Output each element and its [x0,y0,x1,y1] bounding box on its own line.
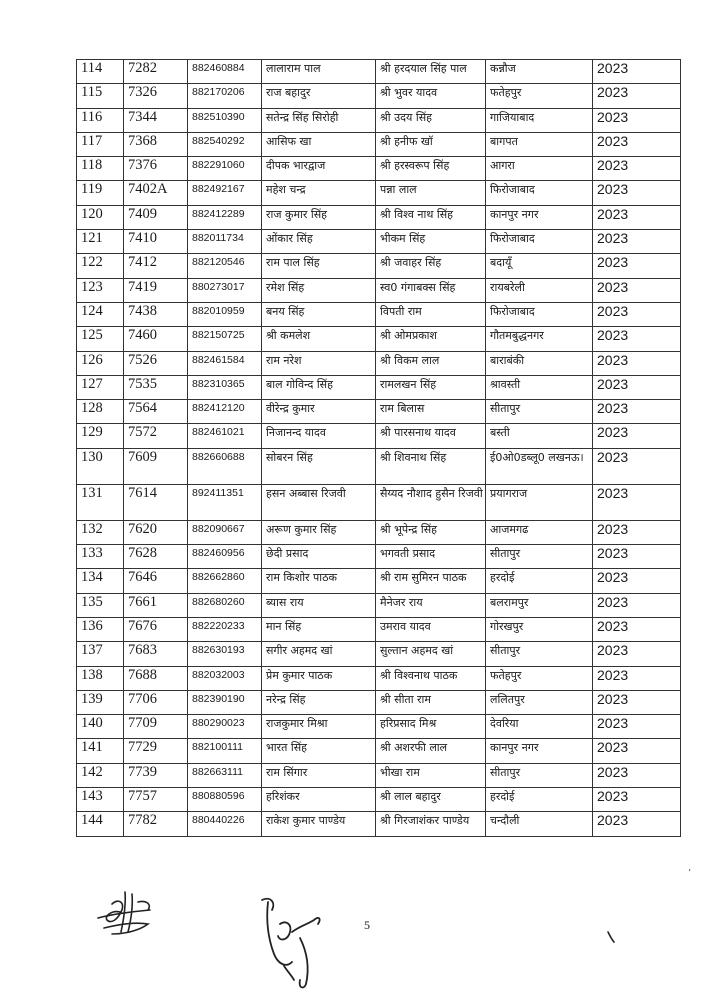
serial-number-cell: 140 [77,715,124,739]
employee-name-cell: राज कुमार सिंह [262,205,376,229]
employee-name-cell: बाल गोविन्द सिंह [262,375,376,399]
employee-name-cell: नरेन्द्र सिंह [262,690,376,714]
father-name-cell: श्री हरदयाल सिंह पाल [376,60,486,84]
district-cell: गोरखपुर [486,617,593,641]
table-row [77,520,681,544]
district-cell: फिरोजाबाद [486,302,593,326]
district-cell: बाराबंकी [486,351,593,375]
serial-number-cell: 116 [77,108,124,132]
serial-number-cell: 142 [77,763,124,787]
father-name-cell: सुल्तान अहमद खां [376,642,486,666]
year-cell: 2023 [593,400,681,424]
father-name-cell: श्री विकम लाल [376,351,486,375]
father-name-cell: श्री शिवनाथ सिंह [376,448,486,484]
table-row [77,254,681,278]
pno-number-cell: 882291060 [188,157,262,181]
district-cell: सीतापुर [486,642,593,666]
district-cell: फिरोजाबाद [486,230,593,254]
record-number-cell: 7757 [124,788,188,812]
year-cell: 2023 [593,666,681,690]
father-name-cell: भीकम सिंह [376,230,486,254]
father-name-cell: हरिप्रसाद मिश्र [376,715,486,739]
table-row [77,448,681,484]
serial-number-cell: 123 [77,278,124,302]
record-number-cell: 7572 [124,424,188,448]
father-name-cell: भगवती प्रसाद [376,545,486,569]
year-cell: 2023 [593,302,681,326]
employee-name-cell: मान सिंह [262,617,376,641]
district-cell: बस्ती [486,424,593,448]
year-cell: 2023 [593,593,681,617]
father-name-cell: श्री राम सुमिरन पाठक [376,569,486,593]
district-cell: कानपुर नगर [486,205,593,229]
pno-number-cell: 882461584 [188,351,262,375]
employee-name-cell: राजकुमार मिश्रा [262,715,376,739]
pno-number-cell: 882011734 [188,230,262,254]
serial-number-cell: 118 [77,157,124,181]
employee-name-cell: हरिशंकर [262,788,376,812]
serial-number-cell: 137 [77,642,124,666]
record-number-cell: 7688 [124,666,188,690]
pno-number-cell: 882150725 [188,327,262,351]
table-row [77,327,681,351]
record-number-cell: 7409 [124,205,188,229]
serial-number-cell: 121 [77,230,124,254]
father-name-cell: श्री अशरफी लाल [376,739,486,763]
district-cell: प्रयागराज [486,484,593,520]
record-number-cell: 7661 [124,593,188,617]
serial-number-cell: 139 [77,690,124,714]
year-cell: 2023 [593,642,681,666]
pno-number-cell: 892411351 [188,484,262,520]
employee-name-cell: सतेन्द्र सिंह सिरोही [262,108,376,132]
pno-number-cell: 882663111 [188,763,262,787]
employee-name-cell: राम पाल सिंह [262,254,376,278]
father-name-cell: विपती राम [376,302,486,326]
pno-number-cell: 882310365 [188,375,262,399]
employee-name-cell: दीपक भारद्वाज [262,157,376,181]
serial-number-cell: 119 [77,181,124,205]
pno-number-cell: 882461021 [188,424,262,448]
employee-name-cell: बनय सिंह [262,302,376,326]
serial-number-cell: 141 [77,739,124,763]
table-row [77,788,681,812]
father-name-cell: राम बिलास [376,400,486,424]
record-number-cell: 7739 [124,763,188,787]
table-row [77,108,681,132]
employee-name-cell: सगीर अहमद खां [262,642,376,666]
district-cell: देवरिया [486,715,593,739]
employee-name-cell: राम नरेश [262,351,376,375]
year-cell: 2023 [593,617,681,641]
serial-number-cell: 124 [77,302,124,326]
table-row [77,132,681,156]
employee-name-cell: श्री कमलेश [262,327,376,351]
record-number-cell: 7782 [124,812,188,836]
table-row [77,739,681,763]
pno-number-cell: 880290023 [188,715,262,739]
father-name-cell: भीखा राम [376,763,486,787]
district-cell: चन्दौली [486,812,593,836]
serial-number-cell: 128 [77,400,124,424]
district-cell: गौतमबुद्धनगर [486,327,593,351]
table-row [77,400,681,424]
father-name-cell: श्री भूपेन्द्र सिंह [376,520,486,544]
year-cell: 2023 [593,375,681,399]
employee-name-cell: राम सिंगार [262,763,376,787]
employee-name-cell: लालाराम पाल [262,60,376,84]
table-row [77,812,681,836]
record-number-cell: 7460 [124,327,188,351]
pno-number-cell: 882460884 [188,60,262,84]
district-cell: आजमगढ [486,520,593,544]
father-name-cell: श्री सीता राम [376,690,486,714]
record-number-cell: 7646 [124,569,188,593]
record-number-cell: 7410 [124,230,188,254]
employee-name-cell: राम किशोर पाठक [262,569,376,593]
year-cell: 2023 [593,812,681,836]
pno-number-cell: 882220233 [188,617,262,641]
table-row [77,60,681,84]
year-cell: 2023 [593,739,681,763]
district-cell: रायबरेली [486,278,593,302]
year-cell: 2023 [593,60,681,84]
pno-number-cell: 882120546 [188,254,262,278]
table-row [77,715,681,739]
father-name-cell: मैनेजर राय [376,593,486,617]
district-cell: बागपत [486,132,593,156]
year-cell: 2023 [593,84,681,108]
serial-number-cell: 143 [77,788,124,812]
year-cell: 2023 [593,230,681,254]
father-name-cell: श्री पारसनाथ यादव [376,424,486,448]
table-row [77,763,681,787]
signature-left-icon [98,892,150,934]
father-name-cell: श्री लाल बहादुर [376,788,486,812]
signatures [0,880,714,995]
employee-name-cell: आसिफ खा [262,132,376,156]
district-cell: सीतापुर [486,400,593,424]
serial-number-cell: 136 [77,617,124,641]
father-name-cell: श्री जवाहर सिंह [376,254,486,278]
district-cell: हरदोई [486,788,593,812]
father-name-cell: स्व0 गंगाबक्स सिंह [376,278,486,302]
employee-name-cell: निजानन्द यादव [262,424,376,448]
table-row [77,181,681,205]
employee-name-cell: हसन अब्बास रिजवी [262,484,376,520]
record-number-cell: 7614 [124,484,188,520]
father-name-cell: श्री गिरजाशंकर पाण्डेय [376,812,486,836]
table-row [77,278,681,302]
year-cell: 2023 [593,254,681,278]
father-name-cell: श्री भुवर यादव [376,84,486,108]
page-number: 5 [364,918,370,932]
employee-name-cell: भारत सिंह [262,739,376,763]
district-cell: फतेहपुर [486,666,593,690]
record-number-cell: 7412 [124,254,188,278]
district-cell: फतेहपुर [486,84,593,108]
pno-number-cell: 880273017 [188,278,262,302]
table-row [77,302,681,326]
district-cell: ललितपुर [486,690,593,714]
year-cell: 2023 [593,763,681,787]
edge-mark: ’ [688,868,692,879]
district-cell: कन्नौज [486,60,593,84]
pno-number-cell: 882660688 [188,448,262,484]
pno-number-cell: 882540292 [188,132,262,156]
serial-number-cell: 114 [77,60,124,84]
table-row [77,205,681,229]
year-cell: 2023 [593,484,681,520]
father-name-cell: पन्ना लाल [376,181,486,205]
year-cell: 2023 [593,788,681,812]
pno-number-cell: 882460956 [188,545,262,569]
record-number-cell: 7402A [124,181,188,205]
father-name-cell: श्री उदय सिंह [376,108,486,132]
pno-number-cell: 882630193 [188,642,262,666]
serial-number-cell: 134 [77,569,124,593]
serial-number-cell: 144 [77,812,124,836]
year-cell: 2023 [593,448,681,484]
district-cell: गाजियाबाद [486,108,593,132]
year-cell: 2023 [593,351,681,375]
employee-name-cell: रमेश सिंह [262,278,376,302]
record-number-cell: 7282 [124,60,188,84]
father-name-cell: श्री हनीफ खॉ [376,132,486,156]
employee-name-cell: राज बहादुर [262,84,376,108]
year-cell: 2023 [593,157,681,181]
district-cell: सीतापुर [486,545,593,569]
district-cell: फिरोजाबाद [486,181,593,205]
table-row [77,569,681,593]
table-row [77,375,681,399]
pno-number-cell: 882032003 [188,666,262,690]
record-number-cell: 7368 [124,132,188,156]
year-cell: 2023 [593,569,681,593]
record-number-cell: 7683 [124,642,188,666]
pno-number-cell: 882170206 [188,84,262,108]
employee-name-cell: अरूण कुमार सिंह [262,520,376,544]
pno-number-cell: 882390190 [188,690,262,714]
pno-number-cell: 882100111 [188,739,262,763]
year-cell: 2023 [593,715,681,739]
employee-name-cell: प्रेम कुमार पाठक [262,666,376,690]
record-number-cell: 7609 [124,448,188,484]
table-row [77,642,681,666]
employee-name-cell: ब्यास राय [262,593,376,617]
record-number-cell: 7706 [124,690,188,714]
serial-number-cell: 135 [77,593,124,617]
record-number-cell: 7676 [124,617,188,641]
year-cell: 2023 [593,108,681,132]
district-cell: आगरा [486,157,593,181]
table-row [77,157,681,181]
serial-number-cell: 127 [77,375,124,399]
year-cell: 2023 [593,278,681,302]
district-cell: सीतापुर [486,763,593,787]
record-number-cell: 7535 [124,375,188,399]
father-name-cell: श्री विश्व नाथ सिंह [376,205,486,229]
serial-number-cell: 117 [77,132,124,156]
serial-number-cell: 130 [77,448,124,484]
pno-number-cell: 882090667 [188,520,262,544]
year-cell: 2023 [593,545,681,569]
year-cell: 2023 [593,132,681,156]
father-name-cell: उमराव यादव [376,617,486,641]
year-cell: 2023 [593,327,681,351]
year-cell: 2023 [593,424,681,448]
record-number-cell: 7376 [124,157,188,181]
employee-name-cell: महेश चन्द्र [262,181,376,205]
tick-mark-icon [608,932,614,942]
year-cell: 2023 [593,181,681,205]
serial-number-cell: 132 [77,520,124,544]
record-number-cell: 7438 [124,302,188,326]
year-cell: 2023 [593,520,681,544]
district-cell: बदायूँ [486,254,593,278]
table-row [77,351,681,375]
table-row [77,593,681,617]
serial-number-cell: 131 [77,484,124,520]
signature-center-icon [262,899,320,988]
pno-number-cell: 882510390 [188,108,262,132]
pno-number-cell: 882662860 [188,569,262,593]
record-number-cell: 7419 [124,278,188,302]
employee-name-cell: सोबरन सिंह [262,448,376,484]
table-row [77,230,681,254]
pno-number-cell: 882412120 [188,400,262,424]
pno-number-cell: 882492167 [188,181,262,205]
serial-number-cell: 138 [77,666,124,690]
table-row [77,424,681,448]
pno-number-cell: 882680260 [188,593,262,617]
record-number-cell: 7526 [124,351,188,375]
table-row [77,690,681,714]
pno-number-cell: 880440226 [188,812,262,836]
father-name-cell: रामलखन सिंह [376,375,486,399]
serial-number-cell: 115 [77,84,124,108]
district-cell: ई0ओ0डब्लू0 लखनऊ। [486,448,593,484]
record-number-cell: 7729 [124,739,188,763]
father-name-cell: सैय्यद नौशाद हुसैन रिजवी [376,484,486,520]
father-name-cell: श्री ओमप्रकाश [376,327,486,351]
employee-name-cell: छेदी प्रसाद [262,545,376,569]
serial-number-cell: 122 [77,254,124,278]
employee-name-cell: राकेश कुमार पाण्डेय [262,812,376,836]
record-number-cell: 7344 [124,108,188,132]
district-cell: कानपुर नगर [486,739,593,763]
record-number-cell: 7564 [124,400,188,424]
year-cell: 2023 [593,690,681,714]
pno-number-cell: 880880596 [188,788,262,812]
serial-number-cell: 120 [77,205,124,229]
employee-name-cell: वीरेन्द्र कुमार [262,400,376,424]
record-number-cell: 7326 [124,84,188,108]
table-row [77,617,681,641]
pno-number-cell: 882412289 [188,205,262,229]
table-row [77,484,681,520]
records-table [76,59,681,837]
record-number-cell: 7709 [124,715,188,739]
district-cell: श्रावस्ती [486,375,593,399]
table-row [77,666,681,690]
district-cell: बलरामपुर [486,593,593,617]
table-row [77,545,681,569]
record-number-cell: 7628 [124,545,188,569]
serial-number-cell: 126 [77,351,124,375]
father-name-cell: श्री हरस्वरूप सिंह [376,157,486,181]
record-number-cell: 7620 [124,520,188,544]
table-row [77,84,681,108]
serial-number-cell: 125 [77,327,124,351]
district-cell: हरदोई [486,569,593,593]
father-name-cell: श्री विश्वनाथ पाठक [376,666,486,690]
serial-number-cell: 129 [77,424,124,448]
serial-number-cell: 133 [77,545,124,569]
year-cell: 2023 [593,205,681,229]
pno-number-cell: 882010959 [188,302,262,326]
employee-name-cell: ओंकार सिंह [262,230,376,254]
